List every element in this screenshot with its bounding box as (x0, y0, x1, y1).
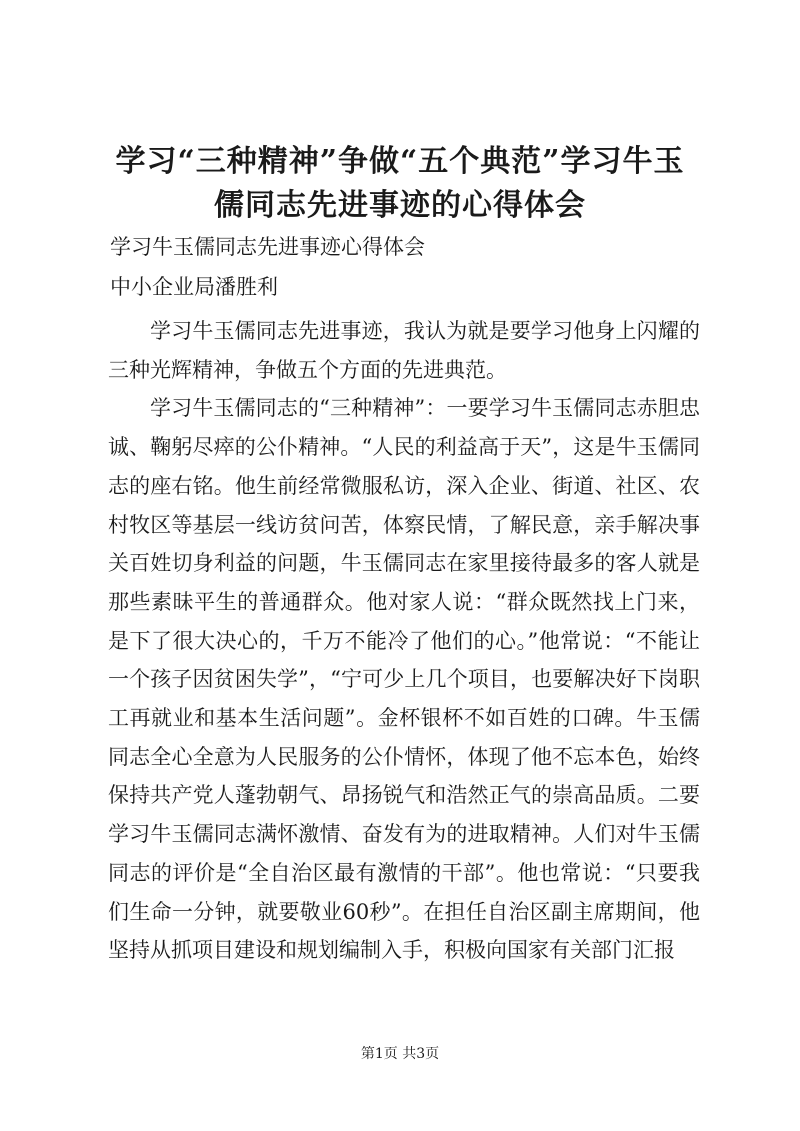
title-line-2: 儒同志先进事迹的心得体会 (214, 188, 586, 223)
document-author: 中小企业局潘胜利 (110, 275, 278, 299)
document-body (108, 312, 700, 970)
document-title (60, 140, 740, 228)
page-footer: 第1页 共3页 (360, 1046, 440, 1062)
title-line-1: 学习“三种精神”争做“五个典范”学习牛玉 (115, 144, 685, 179)
paragraph-main: 学习牛玉儒同志的“三种精神”：一要学习牛玉儒同志赤胆忠诚、鞠躬尽瘁的公仆精神。“人民的利益高于天”，这是牛玉儒同志的座右铭。他生前经常微服私访，深入企业、街道、社区、农村牧区等基层一线访贫问苦，体察民情，了解民意，亲手解决事关百姓切身利益的问题，牛玉儒同志在家里接待最多的客人就是那些素昧平生的普通群众。他对家人说：“群众既然找上门来，是下了很大决心的，千万不能冷了他们的心。”他常说：“不能让一个孩子因贫困失学”，“宁可少上几个项目，也要解决好下岗职工再就业和基本生活问题”。金杯银杯不如百姓的口碑。牛玉儒同志全心全意为人民服务的公仆情怀，体现了他不忘本色，始终保持共产党人蓬勃朝气、昂扬锐气和浩然正气的崇高品质。二要学习牛玉儒同志满怀激情、奋发有为的进取精神。人们对牛玉儒同志的评价是“全自治区最有激情的干部”。他也常说：“只要我们生命一分钟，就要敬业60秒”。在担任自治区副主席期间，他坚持从抓项目建设和规划编制入手，积极向国家有关部门汇报 (108, 396, 700, 963)
document-subtitle: 学习牛玉儒同志先进事迹心得体会 (110, 235, 425, 259)
paragraph-intro: 学习牛玉儒同志先进事迹，我认为就是要学习他身上闪耀的三种光辉精神，争做五个方面的先进典范。 (108, 319, 700, 382)
